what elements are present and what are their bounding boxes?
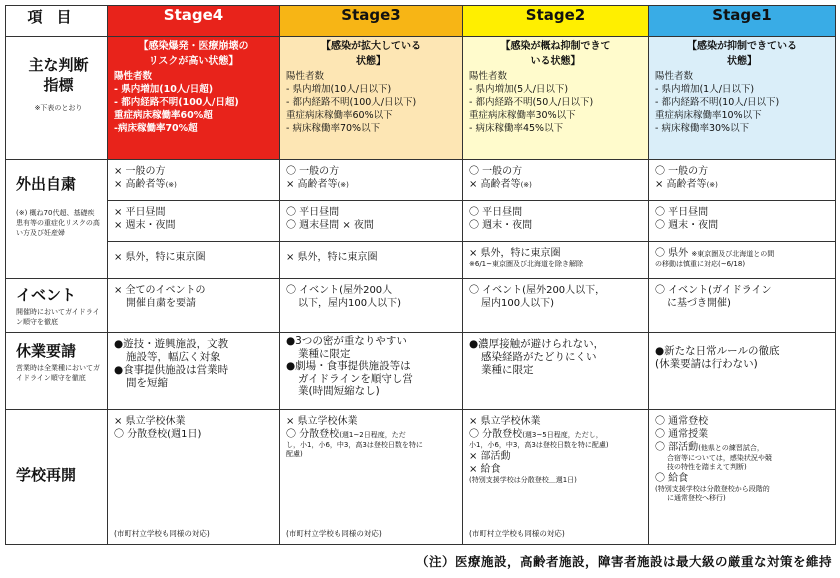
header-stage1: Stage1 (649, 6, 836, 37)
outing-2-stage1-l2: 〇 週末・夜間 (655, 220, 719, 232)
school-stage2-l3: 小1，小6，中3，高3は登校日数を特に配慮) (469, 441, 609, 450)
judgement-stage3-l1: 陽性者数 (286, 70, 325, 82)
events-stage3-l2: 以下，屋内100人以下) (298, 298, 401, 310)
outing-2-stage2-l1: 〇 平日昼間 (469, 207, 523, 219)
closure-stage2 (463, 333, 649, 410)
judgement-stage4-l4: 重症病床稼働率60%超 (114, 109, 213, 121)
outing-3-stage3-l1: × 県外，特に東京圏 (286, 252, 378, 264)
closure-stage3-l4: ガイドラインを順守し営 (298, 372, 413, 385)
judgement-stage1-l5: - 病床稼働率30%以下 (655, 122, 750, 134)
outing-row-3 (6, 242, 836, 279)
judgement-stage1-head1: 【感染が抑制できている (687, 40, 797, 52)
judgement-stage2-head2: いる状態】 (530, 55, 581, 67)
judgement-stage1 (649, 36, 836, 159)
judgement-stage2-l5: - 病床稼働率45%以下 (469, 122, 564, 134)
outing-2-stage2-l2: 〇 週末・夜間 (469, 220, 533, 232)
school-stage1 (649, 410, 836, 545)
judgement-stage3-l3: - 都内経路不明(100人/日以下) (286, 96, 417, 108)
outing-1-stage2-l2: × 高齢者等 (469, 178, 521, 190)
school-label-cell (6, 410, 108, 545)
school-stage4 (108, 410, 280, 545)
school-stage1-l5: 技の特性を踏まえて判断) (667, 463, 747, 472)
judgement-stage1-l1: 陽性者数 (655, 70, 694, 82)
outing-1-stage4-l1: × 一般の方 (114, 165, 166, 177)
closure-label-cell (6, 333, 108, 410)
outing-2-stage4 (108, 201, 280, 242)
school-label: 学校再開 (16, 466, 77, 485)
outing-1-stage2 (463, 159, 649, 200)
judgement-stage3-head2: 状態】 (356, 55, 386, 67)
outing-1-stage3-l1: 〇 一般の方 (286, 165, 340, 177)
judgement-stage4-l3: - 都内経路不明(100人/日超) (114, 96, 239, 108)
school-stage2-l5: × 給食 (469, 464, 501, 476)
outing-1-stage1-l1: 〇 一般の方 (655, 165, 709, 177)
school-stage1-l8: に通常登校へ移行) (667, 494, 726, 503)
closure-stage4-l2: 施設等，幅広く対象 (126, 351, 221, 364)
outing-1-stage4-l2: × 高齢者等 (114, 178, 166, 190)
judgement-stage4-l1: 陽性者数 (114, 70, 153, 82)
outing-2-stage3 (280, 201, 463, 242)
school-stage1-l1: 〇 通常登校 (655, 416, 709, 428)
closure-row (6, 333, 836, 410)
closure-stage3-l3: ●劇場・食事提供施設等は (286, 360, 411, 373)
judgement-stage3-l2: - 県内増加(10人/日以下) (286, 83, 392, 95)
school-stage1-l4: 合宿等については，感染状況や競 (667, 454, 772, 463)
outing-2-stage4-l1: × 平日昼間 (114, 207, 166, 219)
judgement-stage1-head2: 状態】 (727, 55, 757, 67)
school-stage4-city-note: (市町村立学校も同様の対応) (114, 529, 210, 538)
school-stage2-l2-note: (週3~5日程度，ただし， (522, 431, 603, 440)
school-stage3-city-note: (市町村立学校も同様の対応) (286, 529, 382, 538)
closure-stage4 (108, 333, 280, 410)
outing-1-stage2-mark: (※) (520, 180, 532, 189)
judgement-stage1-l4: 重症病床稼働率10%以下 (655, 109, 762, 121)
judgement-stage4-l2: - 県内増加(10人/日超) (114, 83, 214, 95)
school-stage2-l1: × 県立学校休業 (469, 416, 541, 428)
school-stage1-l3: 〇 部活動 (655, 442, 699, 454)
closure-stage3 (280, 333, 463, 410)
judgement-label-cell (6, 36, 108, 159)
judgement-stage2-l1: 陽性者数 (469, 70, 508, 82)
events-row (6, 279, 836, 333)
school-stage3-l1: × 県立学校休業 (286, 416, 358, 428)
outing-label: 外出自粛 (16, 174, 77, 193)
events-stage4-l2: 開催自粛を要請 (126, 298, 196, 310)
events-stage2-l2: 屋内100人以下) (481, 298, 554, 310)
outing-2-stage1-l1: 〇 平日昼間 (655, 207, 709, 219)
judgement-stage3 (280, 36, 463, 159)
judgement-stage3-head1: 【感染が拡大している (321, 40, 421, 52)
events-stage1-l1: 〇 イベント(ガイドライン (655, 285, 772, 297)
outing-1-stage1-l2: × 高齢者等 (655, 178, 707, 190)
outing-1-stage3 (280, 159, 463, 200)
closure-stage3-l1: ●3つの密が重なりやすい (286, 335, 407, 348)
school-stage4-l1: × 県立学校休業 (114, 416, 186, 428)
school-stage2-l4: × 部活動 (469, 451, 511, 463)
header-stage3: Stage3 (280, 6, 463, 37)
judgement-stage2-head1: 【感染が概ね抑制できて (500, 40, 611, 52)
header-stage2: Stage2 (463, 6, 649, 37)
judgement-row (6, 36, 836, 159)
outing-1-stage4 (108, 159, 280, 200)
outing-1-stage1-mark: (※) (706, 180, 718, 189)
school-stage1-l7: (特別支援学校は分散登校から段階的 (655, 485, 770, 494)
outing-row-2 (6, 201, 836, 242)
outing-1-stage3-mark: (※) (337, 180, 349, 189)
events-stage2-l1: 〇 イベント(屋外200人以下， (469, 285, 606, 297)
school-stage2-city-note: (市町村立学校も同様の対応) (469, 529, 565, 538)
header-stage4: Stage4 (108, 6, 280, 37)
judgement-stage2 (463, 36, 649, 159)
outing-3-stage1-note2: の移動は慎重に対応(~6/18) (655, 260, 746, 269)
events-stage1-l2: に基づき開催) (667, 298, 731, 310)
outing-2-stage2 (463, 201, 649, 242)
outing-1-stage3-l2: × 高齢者等 (286, 178, 338, 190)
closure-stage3-l2: 業種に限定 (298, 347, 351, 360)
closure-stage1-l2: (休業要請は行わない) (655, 358, 758, 371)
closure-stage2-l1: ●濃厚接触が避けられない， (469, 338, 605, 351)
outing-3-stage1-l1: 〇 県外 (655, 248, 689, 260)
school-stage1-l6: 〇 給食 (655, 473, 689, 485)
events-note: 開催時においてガイドライン順守を徹底 (16, 308, 100, 327)
school-stage1-l2: 〇 通常授業 (655, 429, 709, 441)
closure-stage3-l5: 業(時間短縮なし) (298, 385, 380, 398)
footer-note: （注）医療施設，高齢者施設，障害者施設は最大級の厳重な対策を維持 (415, 554, 832, 569)
outing-1-stage1 (649, 159, 836, 200)
school-stage1-l3-note: (他県との練習試合， (698, 444, 764, 453)
outing-1-stage2-l1: 〇 一般の方 (469, 165, 523, 177)
outing-note: (※) 概ね70代超、基礎疾患有等の重症化リスクの高い方及び妊産婦 (16, 208, 100, 237)
judgement-label-1: 主な判断 (28, 55, 89, 74)
outing-2-stage1 (649, 201, 836, 242)
events-stage4 (108, 279, 280, 333)
events-stage2 (463, 279, 649, 333)
school-row (6, 410, 836, 545)
judgement-stage3-l4: 重症病床稼働率60%以下 (286, 109, 393, 121)
stage-table (5, 5, 836, 545)
school-stage3-l3: し，小1，小6，中3，高3は登校日数を特に (286, 441, 423, 450)
school-stage3 (280, 410, 463, 545)
school-stage2-l6: (特別支援学校は分散登校＿週1日) (469, 476, 577, 485)
outing-row-1 (6, 159, 836, 200)
closure-stage4-l4: 間を短縮 (126, 377, 168, 390)
outing-2-stage4-l2: × 週末・夜間 (114, 220, 176, 232)
outing-3-stage2-l1: × 県外，特に東京圏 (469, 248, 561, 260)
closure-note: 営業時は全業種においてガイドライン順守を徹底 (16, 364, 100, 383)
outing-3-stage1 (649, 242, 836, 279)
outing-1-stage4-mark: (※) (165, 180, 177, 189)
outing-3-stage1-note1: ※東京圏及び北海道との間 (691, 250, 775, 259)
events-stage4-l1: × 全てのイベントの (114, 285, 206, 297)
closure-label: 休業要請 (16, 342, 77, 361)
outing-3-stage3 (280, 242, 463, 279)
judgement-stage3-l5: - 病床稼働率70%以下 (286, 122, 381, 134)
outing-3-stage2-note: ※6/1~東京圏及び北海道を除き解除 (469, 260, 583, 269)
header-row (6, 6, 836, 37)
closure-stage4-l1: ●遊技・遊興施設，文教 (114, 338, 229, 351)
events-label: イベント (16, 286, 77, 305)
judgement-note: ※下表のとおり (34, 103, 83, 112)
school-stage2-l2: 〇 分散登校 (469, 429, 523, 441)
school-stage3-l2: 〇 分散登校 (286, 429, 340, 441)
outing-3-stage4-l1: × 県外，特に東京圏 (114, 252, 206, 264)
outing-3-stage2 (463, 242, 649, 279)
closure-stage2-l3: 業種に限定 (481, 364, 534, 377)
judgement-stage4-head1: 【感染爆発・医療崩壊の (138, 40, 249, 52)
judgement-stage2-l3: - 都内経路不明(50人/日以下) (469, 96, 594, 108)
outing-2-stage3-l1: 〇 平日昼間 (286, 207, 340, 219)
school-stage3-l4: 配慮) (286, 450, 303, 459)
judgement-stage2-l2: - 県内増加(5人/日以下) (469, 83, 569, 95)
events-stage3-l1: 〇 イベント(屋外200人 (286, 285, 393, 297)
school-stage4-l2: 〇 分散登校(週1日) (114, 429, 202, 441)
judgement-stage4-l5: -病床稼働率70%超 (114, 122, 198, 134)
outing-3-stage4 (108, 242, 280, 279)
outing-label-cell (6, 159, 108, 278)
header-item-label: 項目 (6, 6, 108, 37)
judgement-stage1-l2: - 県内増加(1人/日以下) (655, 83, 755, 95)
judgement-stage1-l3: - 都内経路不明(10人/日以下) (655, 96, 780, 108)
closure-stage1-l1: ●新たな日常ルールの徹底 (655, 345, 780, 358)
school-stage3-l2-note: (週1~2日程度，ただ (339, 431, 406, 440)
judgement-stage4-head2: リスクが高い状態】 (148, 55, 239, 67)
closure-stage1 (649, 333, 836, 410)
judgement-stage2-l4: 重症病床稼働率30%以下 (469, 109, 576, 121)
judgement-stage4 (108, 36, 280, 159)
events-label-cell (6, 279, 108, 333)
events-stage3 (280, 279, 463, 333)
judgement-label-2: 指標 (43, 75, 74, 94)
school-stage2 (463, 410, 649, 545)
closure-stage4-l3: ●食事提供施設は営業時 (114, 364, 229, 377)
events-stage1 (649, 279, 836, 333)
closure-stage2-l2: 感染経路がたどりにくい (481, 351, 597, 364)
outing-2-stage3-l2: 〇 週末昼間 × 夜間 (286, 220, 374, 232)
